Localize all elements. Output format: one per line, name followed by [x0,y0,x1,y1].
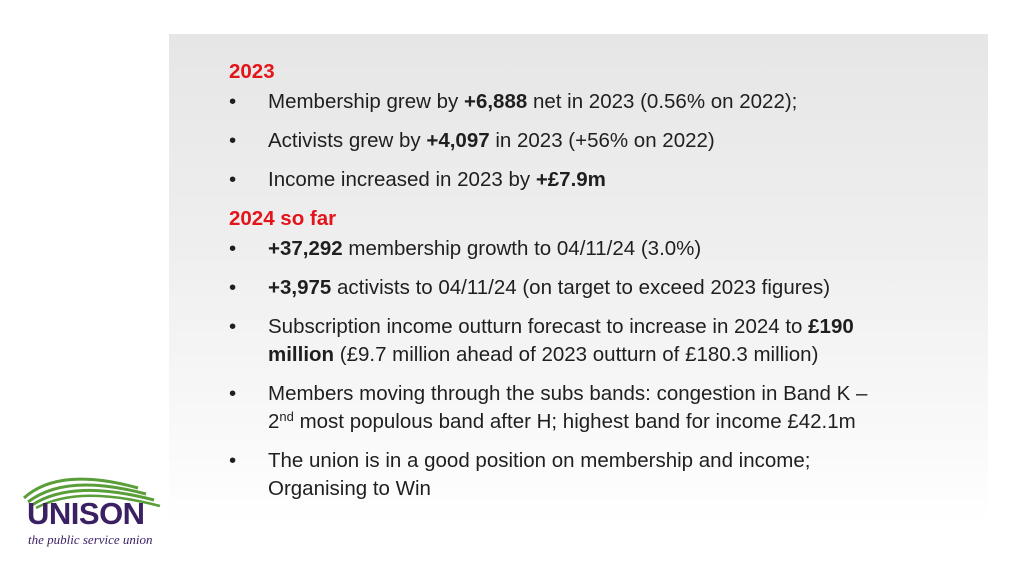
list-item: • Subscription income outturn forecast to increase in 2024 to £190 million (£9.7 million ahead of 2023 outturn of £180.3 million) [229,315,854,366]
section-heading-2023: 2023 [229,60,275,83]
list-item: • Activists grew by +4,097 in 2023 (+56% on 2022) [229,127,969,155]
bullet-icon: • [229,382,237,405]
list-item: • Membership grew by +6,888 net in 2023 (0.56% on 2022); [229,88,969,116]
list-item: • Members moving through the subs bands: congestion in Band K – 2nd most populous band after H; highest band for income £42.1m [229,382,868,433]
bullet-icon: • [229,129,237,152]
bullet-icon: • [229,168,237,191]
section-heading-2024: 2024 so far [229,207,337,230]
logo-wordmark: UNISON [27,496,145,531]
list-item: • The union is in a good position on membership and income; Organising to Win [229,449,811,500]
bullet-icon: • [229,90,237,113]
bullet-icon: • [229,237,237,260]
bullet-icon: • [229,315,237,338]
bullet-icon: • [229,449,237,472]
slide-content [229,58,969,514]
logo-tagline: the public service union [28,532,153,547]
unison-logo [18,472,168,550]
list-item: • Income increased in 2023 by +£7.9m [229,166,969,194]
bullet-icon: • [229,276,237,299]
list-item: • +37,292 membership growth to 04/11/24 (3.0%) [229,235,969,263]
list-item: • +3,975 activists to 04/11/24 (on target to exceed 2023 figures) [229,274,969,302]
